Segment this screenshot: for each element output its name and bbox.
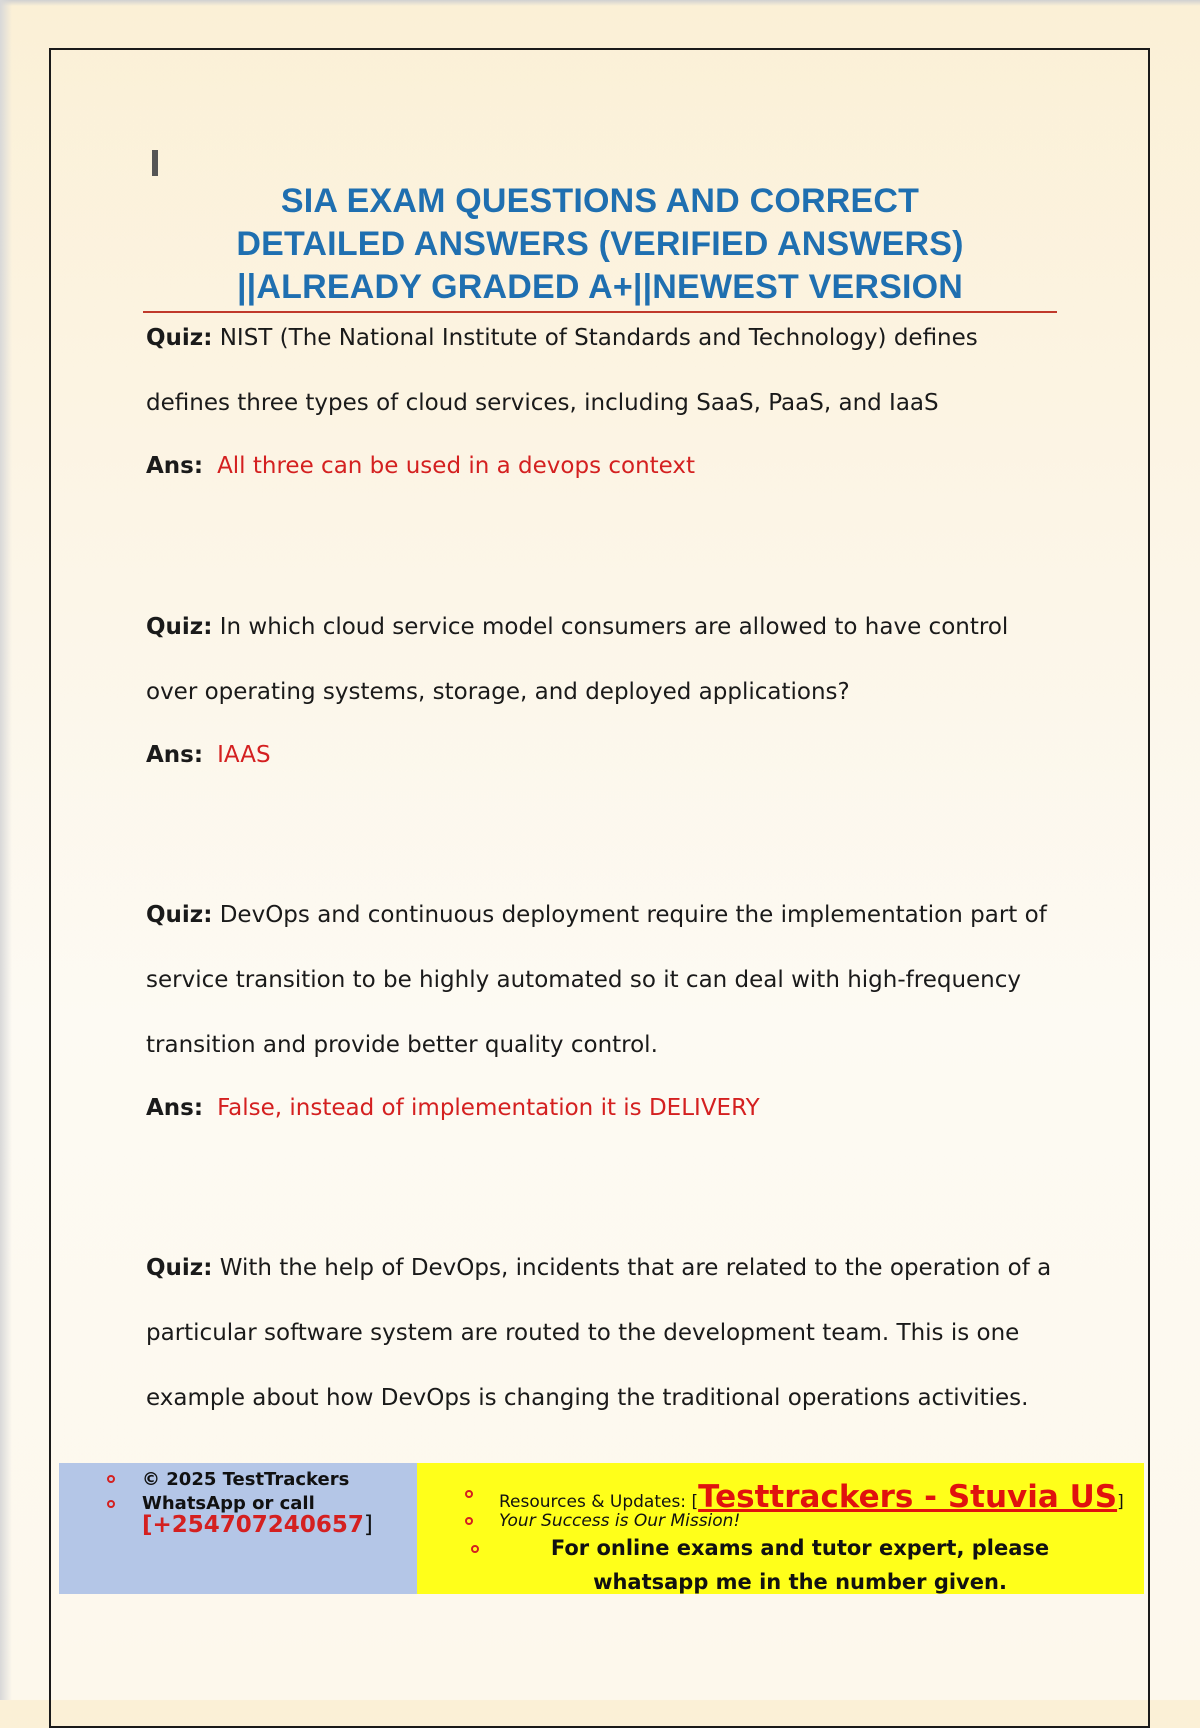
quiz-label: Quiz: <box>146 325 213 351</box>
answer-text: IAAS <box>217 742 271 768</box>
bullet-icon <box>465 1517 473 1525</box>
footer-contact-panel <box>59 1463 417 1594</box>
footer-promo-panel <box>417 1463 1144 1594</box>
ans-label: Ans: <box>146 453 204 479</box>
qa-item-1 <box>146 306 1066 486</box>
title-line-1: SIA EXAM QUESTIONS AND CORRECT <box>280 182 920 220</box>
title-line-3: ||ALREADY GRADED A+||NEWEST VERSION <box>236 268 964 306</box>
resources-line: Resources & Updates: [Testtrackers - Stuvia US] <box>499 1479 1124 1515</box>
quiz-text: NIST (The National Institute of Standards and Technology) defines defines three types of cloud services, including SaaS, PaaS, and IaaS <box>146 325 978 416</box>
quiz-label: Quiz: <box>146 902 213 928</box>
copyright-text: © 2025 TestTrackers <box>142 1469 350 1490</box>
page-top-edge <box>0 0 1200 6</box>
answer-line <box>146 446 1066 486</box>
quiz-question <box>146 1236 1066 1431</box>
ans-label: Ans: <box>146 1095 204 1121</box>
bullet-icon <box>107 1500 115 1508</box>
page-shadow <box>0 0 12 1700</box>
quiz-text: In which cloud service model consumers are allowed to have control over operating systems, storage, and deployed applications? <box>146 614 1009 705</box>
document-title <box>143 180 1057 309</box>
phone-number[interactable]: [+254707240657] <box>142 1512 373 1538</box>
text-cursor-icon <box>152 150 158 176</box>
stuvia-link[interactable]: Testtrackers - Stuvia US <box>698 1479 1118 1515</box>
qa-item-4 <box>146 1236 1066 1431</box>
quiz-label: Quiz: <box>146 1255 213 1281</box>
ans-label: Ans: <box>146 742 204 768</box>
bullet-icon <box>465 1490 473 1498</box>
qa-item-3 <box>146 883 1066 1128</box>
title-line-2: DETAILED ANSWERS (VERIFIED ANSWERS) <box>236 225 964 263</box>
quiz-text: DevOps and continuous deployment require the implementation part of service transition to be highly automated so it can deal with high-frequency transition and provide better quality control. <box>146 902 1047 1058</box>
phone-text: +254707240657 <box>152 1512 364 1538</box>
bullet-icon <box>107 1475 115 1483</box>
online-exams-note: For online exams and tutor expert, please whatsapp me in the number given. <box>550 1536 1050 1594</box>
footer-banner <box>59 1463 1144 1594</box>
qa-item-2 <box>146 595 1066 775</box>
quiz-question <box>146 595 1066 725</box>
quiz-question <box>146 306 1066 436</box>
answer-line <box>146 735 1066 775</box>
mission-text: Your Success is Our Mission! <box>499 1511 741 1531</box>
quiz-question <box>146 883 1066 1078</box>
answer-text: All three can be used in a devops context <box>217 453 696 479</box>
quiz-label: Quiz: <box>146 614 213 640</box>
whatsapp-label: WhatsApp or call <box>142 1493 315 1514</box>
bullet-icon <box>471 1545 479 1553</box>
resources-label: Resources & Updates: <box>499 1492 687 1512</box>
answer-line <box>146 1088 1066 1128</box>
quiz-text: With the help of DevOps, incidents that are related to the operation of a particular software system are routed to the development team. This is one example about how DevOps is changing the traditional operations activities. <box>146 1255 1052 1411</box>
answer-text: False, instead of implementation it is DELIVERY <box>217 1095 760 1121</box>
